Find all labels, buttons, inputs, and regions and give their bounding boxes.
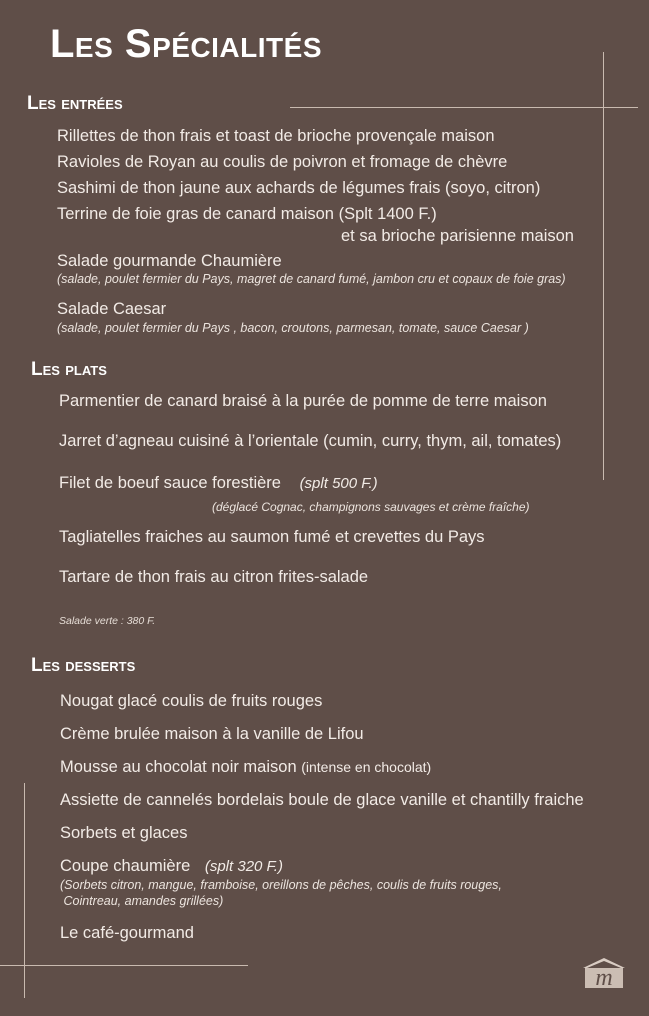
item-description: (Sorbets citron, mangue, framboise, oreillons de pêches, coulis de fruits rouges, bbox=[60, 878, 502, 892]
divider-line bbox=[0, 965, 248, 966]
menu-item: Salade Caesar bbox=[57, 300, 167, 318]
menu-item: Parmentier de canard braisé à la purée de pomme de terre maison bbox=[59, 392, 547, 410]
menu-item bbox=[60, 758, 431, 777]
menu-item: Assiette de cannelés bordelais boule de glace vanille et chantilly fraiche bbox=[60, 791, 584, 809]
price-note: (splt 320 F.) bbox=[204, 858, 283, 875]
section-heading-entrees: Les entrées bbox=[27, 93, 123, 114]
menu-item: Sashimi de thon jaune aux achards de légumes frais (soyo, citron) bbox=[57, 179, 541, 197]
menu-item bbox=[60, 857, 283, 876]
section-heading-desserts: Les desserts bbox=[31, 655, 136, 676]
item-description: Cointreau, amandes grillées) bbox=[60, 894, 224, 908]
menu-item: Tagliatelles fraiches au saumon fumé et crevettes du Pays bbox=[59, 528, 485, 546]
menu-item-label: Filet de boeuf sauce forestière bbox=[59, 474, 281, 492]
menu-item: Crème brulée maison à la vanille de Lifou bbox=[60, 725, 364, 743]
item-description: (salade, poulet fermier du Pays, magret de canard fumé, jambon cru et copaux de foie gras) bbox=[57, 272, 566, 286]
item-description: (déglacé Cognac, champignons sauvages et crème fraîche) bbox=[212, 500, 530, 514]
menu-item: Terrine de foie gras de canard maison (Splt 1400 F.) bbox=[57, 205, 437, 223]
menu-item: Nougat glacé coulis de fruits rouges bbox=[60, 692, 323, 710]
menu-item: Ravioles de Royan au coulis de poivron et fromage de chèvre bbox=[57, 153, 508, 171]
page-title: Les Spécialités bbox=[50, 22, 322, 66]
item-description: (salade, poulet fermier du Pays , bacon, croutons, parmesan, tomate, sauce Caesar ) bbox=[57, 321, 529, 335]
menu-item: Salade gourmande Chaumière bbox=[57, 252, 282, 270]
section-heading-plats: Les plats bbox=[31, 359, 107, 380]
menu-item: Le café-gourmand bbox=[60, 924, 194, 942]
menu-item-label: Mousse au chocolat noir maison bbox=[60, 758, 297, 776]
menu-item: Tartare de thon frais au citron frites-salade bbox=[59, 568, 369, 586]
restaurant-logo-icon bbox=[582, 957, 626, 989]
menu-item-label: Coupe chaumière bbox=[60, 857, 191, 875]
menu-item: Rillettes de thon frais et toast de brioche provençale maison bbox=[57, 127, 495, 145]
price-note: (splt 500 F.) bbox=[299, 475, 378, 492]
side-note: Salade verte : 380 F. bbox=[59, 615, 156, 627]
menu-item: Sorbets et glaces bbox=[60, 824, 188, 842]
logo-letter: m bbox=[595, 965, 613, 989]
menu-item-continuation: et sa brioche parisienne maison bbox=[341, 227, 574, 245]
menu-item bbox=[59, 474, 378, 493]
item-detail: (intense en chocolat) bbox=[301, 759, 432, 775]
menu-item: Jarret d’agneau cuisiné à l’orientale (cumin, curry, thym, ail, tomates) bbox=[59, 432, 562, 450]
divider-line bbox=[603, 52, 604, 480]
divider-line bbox=[290, 107, 638, 108]
